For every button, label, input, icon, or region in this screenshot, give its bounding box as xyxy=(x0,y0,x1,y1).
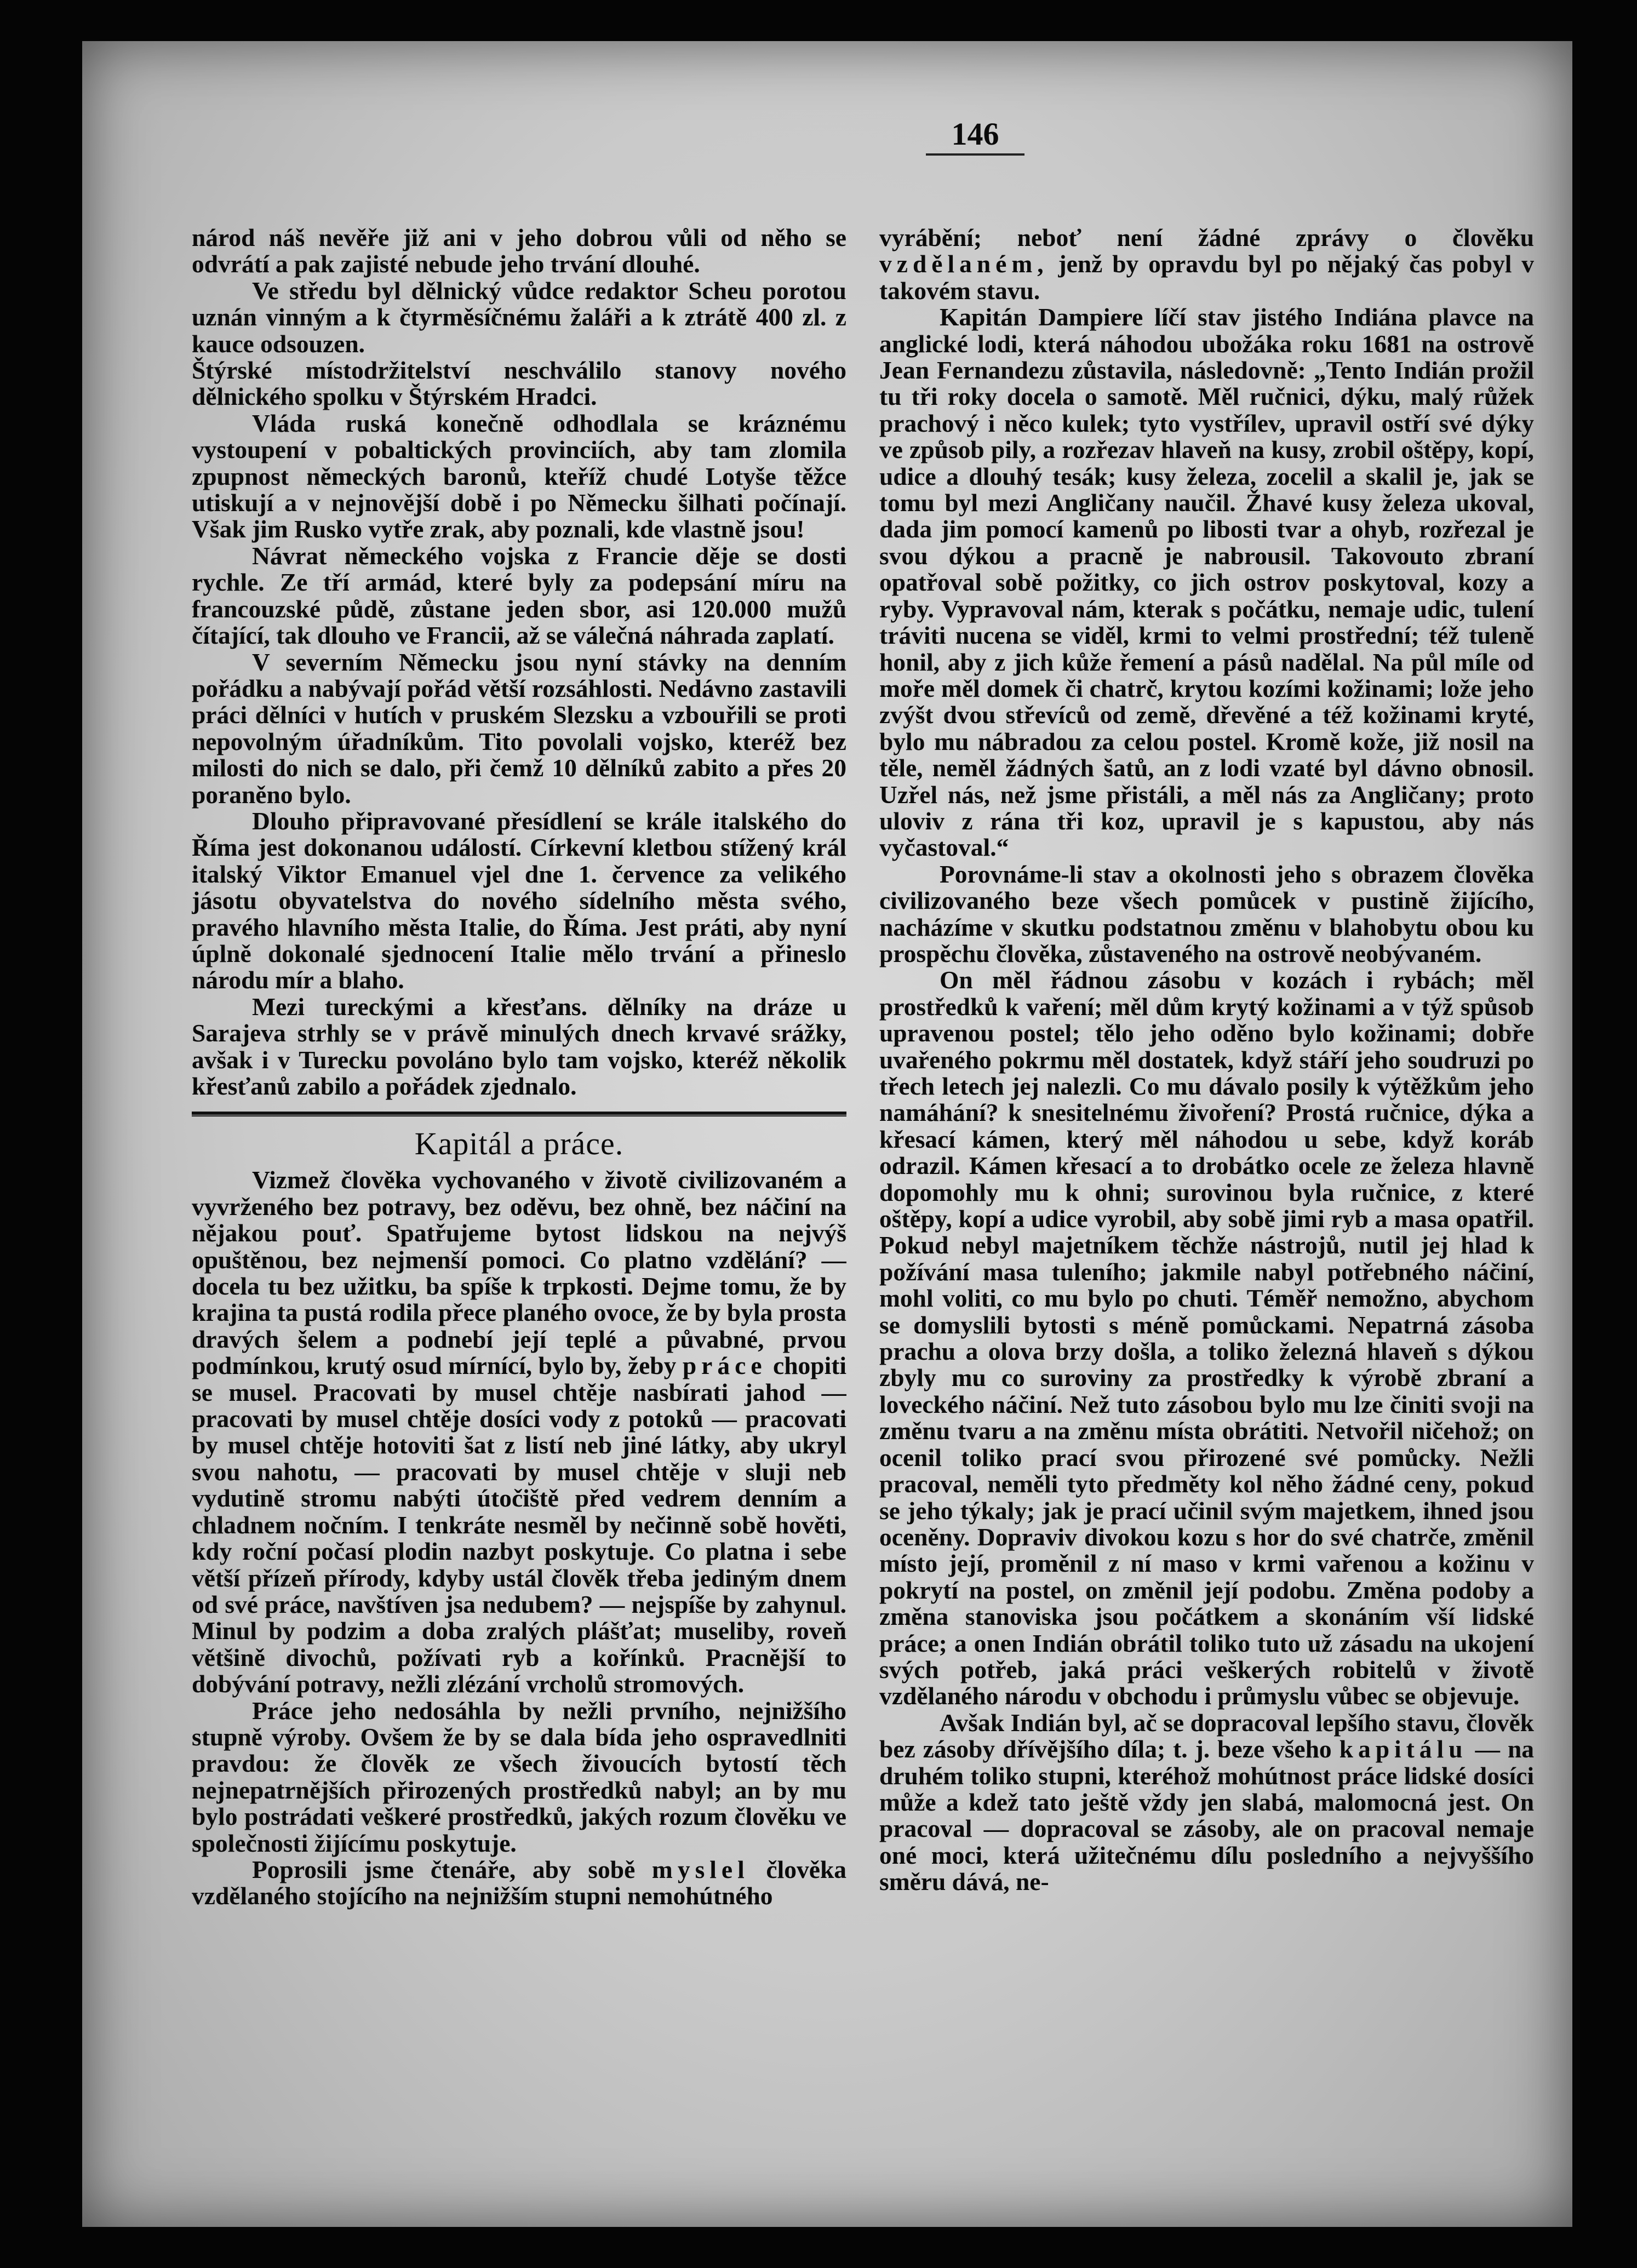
paragraph: Návrat německého vojska z Francie děje se dosti rychle. Ze tří armád, které byly za podepsání míru na francouzské půdě, zůstane jeden sbor, asi 120.000 mužů čítající, tak dlouho ve Francii, až se válečná náhrada zaplatí. xyxy=(192,541,846,650)
paragraph: národ náš nevěře již ani v jeho dobrou vůli od něho se odvrátí a pak zajisté nebude jeho trvání dlouhé. xyxy=(192,225,846,278)
emphasized-word: práce xyxy=(682,1351,767,1380)
paragraph: Štýrské místodržitelství neschválilo stanovy nového dělnického spolku v Štýrském Hradci. xyxy=(192,356,846,411)
article-paragraph: Kapitán Dampiere líčí stav jistého Indiána plavce na anglické lodi, která náhodou ubožáka roku 1681 na ostrově Jean Fernandezu zůstavila, následovně: „Tento Indián prožil tu tři roky docela o samotě. Měl ručnici, dýku, malý růžek prachový i něco kulek; tyto vystřílev, upravil ostří své dýky ve způsob pily, a rozřezav hlaveň na kusy, zrobil oštěpy, kopí, udice a dlouhý tesák; kusy železa, zocelil a skalil je, jak se tomu byl mezi Angličany naučil. Žhavé kusy železa ukoval, dada jim pomocí kamenů po libosti tvar a ohyb, rozřezal je svou dýkou a pracně je nabrousil. Takovouto zbraní opatřoval sobě požitky, co jich ostrov poskytoval, kozy a ryby. Vypravoval nám, kterak s počátku, nemaje udic, tulení tráviti nucena se viděl, krmi to velmi prostřední; též tuleně honil, aby z jich kůže řemení a pásů nadělal. Na půl míle od moře měl domek či chatrč, krytou kozími kožinami; lože jeho zvýšt dvou střevíců od země, dřevěné a též kožinami kryté, bylo mu nábradou za celou postel. Kromě kože, již nosil na těle, neměl žádných šatů, an z lodi vzaté byl dávno obnosil. Uzřel nás, než jsme přistáli, a měl nás za Angličany; proto uloviv z rána tři koz, upravil je s kapustou, aby nás vyčastoval.“ xyxy=(879,303,1534,862)
newspaper-page xyxy=(82,41,1572,2227)
article-paragraph xyxy=(192,1167,846,1697)
paragraph: Ve středu byl dělnický vůdce redaktor Scheu porotou uznán vinným a k čtyrměsíčnému žaláři a k ztrátě 400 zl. z kauce odsouzen. xyxy=(192,276,846,358)
section-title: Kapitál a práce. xyxy=(414,1126,624,1162)
emphasized-word: kapitálu xyxy=(1339,1735,1468,1763)
emphasized-word: vzdělaném, xyxy=(879,250,1049,278)
double-rule xyxy=(192,1112,846,1116)
page-number: 146 xyxy=(926,115,1024,156)
text-run: jenž by opravdu byl po nějaký čas pobyl v takovém stavu. xyxy=(879,250,1534,305)
paragraph: Mezi tureckými a křesťans. dělníky na dráze u Sarajeva strhly se v právě minulých dnech krvavé srážky, avšak i v Turecku povoláno bylo tam vojsko, kteréž několik křesťanů zabilo a pořádek zjednalo. xyxy=(192,992,846,1100)
text-run: — na druhém toliko stupni, kteréhož mohútnost práce lidské dosíci může a kdež tato ještě vždy jen slabá, malomocná jest. On pracoval — dopracoval se zásoby, ale on pracoval nemaje oné moci, která užitečnému dílu posledního a nejvyššího směru dává, ne- xyxy=(879,1735,1534,1896)
paragraph: Vláda ruská konečně odhodlala se kráznému vystoupení v pobaltických provinciích, aby tam zlomila zpupnost německých baronů, kteříž chudé Lotyše těžce utiskují a v nejnovější době i po Německu šilhati počínají. Však jim Rusko vytře zrak, aby poznali, kde vlastně jsou! xyxy=(192,409,846,543)
text-run: Avšak Indián byl, ač se dopracoval lepšího stavu, člověk bez zásoby dřívějšího díla; t. j. beze všeho xyxy=(879,1708,1534,1763)
right-column xyxy=(879,225,1534,2142)
emphasized-word: myslel xyxy=(651,1855,749,1883)
text-run: člověka vzdělaného stojícího na nejnižším stupni nemohútného xyxy=(192,1855,846,1910)
section-divider xyxy=(192,1112,846,1116)
article-paragraph: Porovnáme-li stav a okolnosti jeho s obrazem člověka civilizovaného beze všech pomůcek v pustině žijícího, nacházíme v skutku podstatnou změnu v blahobytu obou ku prospěchu člověka, zůstaveného na ostrově neobývaném. xyxy=(879,860,1534,967)
text-run: chopiti se musel. Pracovati by musel chtěje nasbírati jahod — pracovati by musel chtěje dosíci vody z potoků — pracovati by musel chtěje hotoviti šat z listí neb jiné látky, aby ukryl svou nahotu, — pracovati by musel chtěje v sluji neb vydutině stromu nabýti útočiště před vedrem denním a chladnem nočním. I tenkráte nesměl by nečinně sobě hověti, kdy roční počasí plodin nazbyt poskytuje. Co platna i sebe větší přízeň přírody, kdyby ustál člověk třeba jediným dnem od své práce, navštíven jsa nedubem? — nejspíše by zahynul. Minul by podzim a doba zralých plášťat; museliby, roveň většině divochů, požívati ryb a kořínků. Pracnější to dobývání potravy, nežli zlézání vrcholů stromových. xyxy=(192,1351,846,1698)
left-column xyxy=(192,225,846,2142)
article-paragraph: Práce jeho nedosáhla by nežli prvního, nejnižšího stupně výroby. Ovšem že by se dala bída jeho ospravedlniti pravdou: že člověk ze všech živoucích bytostí těch nejnepatrnějších přirozených prostředků nabyl; an by mu bylo postrádati veškeré prostředků, jakých rozum člověku ve společnosti žijícímu poskytuje. xyxy=(192,1696,846,1857)
text-run: Poprosili jsme čtenáře, aby sobě xyxy=(252,1855,636,1883)
paragraph: Dlouho připravované přesídlení se krále italského do Říma jest dokonanou událostí. Církevní kletbou stížený král italský Viktor Emanuel vjel dne 1. července za velikého jásotu obyvatelstva do nového sídelního města svého, pravého hlavního města Italie, do Říma. Jest práti, aby nyní úplně dokonalé sjednocení Italie mělo trvání a přineslo národu mír a blaho. xyxy=(192,806,846,994)
article-paragraph: On měl řádnou zásobu v kozách i rybách; měl prostředků k vaření; měl dům krytý kožinami a v týž spůsob upravenou postel; tělo jeho oděno bylo kožinami; dobře uvařeného pokrmu měl dostatek, když stáří jeho soudruzi po třech letech jej nalezli. Co mu dávalo posily k výtěžkům jeho namáhání? k snesitelnému živoření? Prostá ručnice, dýka a křesací kámen, který měl náhodou u sebe, když koráb odrazil. Kámen křesací a to drobátko ocele ze železa hlavně dopomohly mu k ohni; surovinou byla ručnice, z které oštěpy, kopí a udice vyrobil, aby sobě jimi ryb a masa opatřil. Pokud nebyl majetníkem těchže nástrojů, nutil jej hlad k požívání masa tuleního; jakmile nabyl potřebného náčiní, mohl voliti, co mu bylo po chuti. Téměř nemožno, abychom se domyslili bytosti s méně pomůckami. Nepatrná zásoba prachu a olova brzy došla, a toliko železná hlaveň s dýkou zbyly mu co suroviny za prostředky k výrobě zbraní a loveckého náčiní. Než tuto zásobou bylo mu lze činiti svoji na změnu tvaru a na změnu místa obrátiti. Netvořil ničehož; on ocenil toliko prací svou přirozené své pomůcky. Nežli pracoval, neměli tyto předměty kol něho žádné ceny, pokud se jeho týkaly; jak je prací učinil svým majetkem, ihned jsou oceněny. Dopraviv divokou kozu s hor do své chatrče, změnil místo její, proměnil z ní maso v krmi vařenou a kožinu v pokrytí na postel, on změnil její podobu. Změna podoby a změna stanoviska jsou počátkem a skonáním vší lidské práce; a onen Indián obrátil toliko tuto už zásadu na ukojení svých potřeb, jaká práci veškerých robitelů v životě vzdělaného národu v obchodu i průmyslu vůbec se objevuje. xyxy=(879,966,1534,1710)
article-paragraph xyxy=(879,1710,1534,1895)
paragraph: V severním Německu jsou nyní stávky na denním pořádku a nabývají pořád větší rozsáhlosti. Nedávno zastavili práci dělníci v hutích v pruském Slezsku a vzbouřili se proti nepovolným úřadníkům. Tito povolali vojsko, kteréž bez milosti do nich se dalo, při čemž 10 dělníků zabito a přes 20 poraněno bylo. xyxy=(192,648,846,809)
article-paragraph xyxy=(192,1857,846,1910)
text-run: Vizmež člověka vychovaného v životě civilizovaném a vyvrženého bez potravy, bez oděvu, bez ohně, bez náčiní na nějakou pouť. Spatřujeme bytost lidskou na nejvýš opuštěnou, bez nejmenší pomoci. Co platno vzdělání? — docela tu bez užitku, ba spíše k trpkosti. Dejme tomu, že by krajina ta pustá rodila přece planého ovoce, že by byla prosta dravých šelem a podnebí její teplé a půvabné, prvou podmínkou, krutý osud mírnící, bylo by, žeby xyxy=(192,1166,846,1380)
article-paragraph xyxy=(879,225,1534,304)
text-run: vyrábění; neboť není žádné zprávy o člověku xyxy=(879,225,1534,251)
